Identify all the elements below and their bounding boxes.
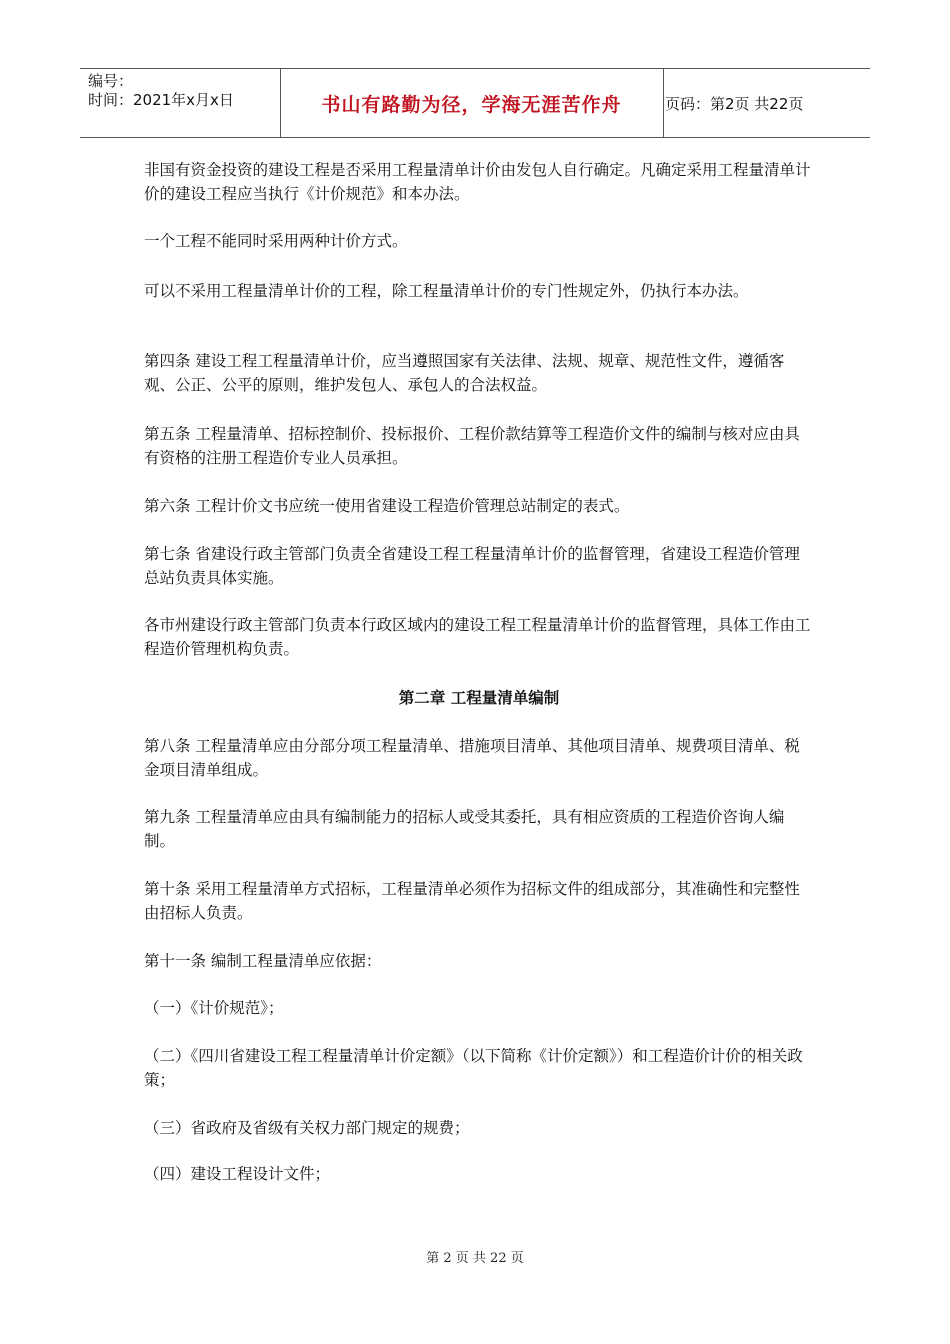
list-item: （二）《四川省建设工程工程量清单计价定额》（以下简称《计价定额》）和工程造价计价的相关政策； [144,1047,803,1089]
chapter-heading: 第二章 工程量清单编制 [398,689,560,707]
paragraph: 非国有资金投资的建设工程是否采用工程量清单计价由发包人自行确定。凡确定采用工程量清单计价的建设工程应当执行《计价规范》和本办法。 [144,161,811,203]
paragraph: 各市州建设行政主管部门负责本行政区域内的建设工程工程量清单计价的监督管理，具体工作由工程造价管理机构负责。 [144,616,811,658]
paragraph: 第十一条 编制工程量清单应依据： [144,952,382,970]
page-footer: 第 2 页 共 22 页 [426,1251,524,1266]
paragraph: 第七条 省建设行政主管部门负责全省建设工程工程量清单计价的监督管理，省建设工程造价管理总站负责具体实施。 [144,545,800,587]
header-page-info: 页码：第2页 共22页 [665,94,804,113]
list-item: （一）《计价规范》； [144,999,284,1017]
header-meta-cell [80,69,281,137]
paragraph: 可以不采用工程量清单计价的工程，除工程量清单计价的专门性规定外，仍执行本办法。 [144,282,749,300]
paragraph: 第五条 工程量清单、招标控制价、投标报价、工程价款结算等工程造价文件的编制与核对应由具有资格的注册工程造价专业人员承担。 [144,425,800,467]
number-label: 编号： [88,72,134,90]
motto-text: 书山有路勤为径，学海无涯苦作舟 [321,93,622,116]
paragraph: 第九条 工程量清单应由具有编制能力的招标人或受其委托，具有相应资质的工程造价咨询人编制。 [144,808,785,850]
page-header [80,68,870,138]
header-motto-cell [280,69,664,137]
paragraph: 第八条 工程量清单应由分部分项工程量清单、措施项目清单、其他项目清单、规费项目清单、税金项目清单组成。 [144,737,800,779]
list-item: （四）建设工程设计文件； [144,1165,331,1183]
time-label: 时间：2021年x月x日 [88,91,234,109]
list-item: （三）省政府及省级有关权力部门规定的规费； [144,1119,470,1137]
paragraph: 一个工程不能同时采用两种计价方式。 [144,232,408,250]
header-page-cell [663,69,870,137]
paragraph: 第六条 工程计价文书应统一使用省建设工程造价管理总站制定的表式。 [144,497,630,515]
paragraph: 第四条 建设工程工程量清单计价，应当遵照国家有关法律、法规、规章、规范性文件，遵循客观、公正、公平的原则，维护发包人、承包人的合法权益。 [144,352,785,394]
paragraph: 第十条 采用工程量清单方式招标，工程量清单必须作为招标文件的组成部分，其准确性和完整性由招标人负责。 [144,880,800,922]
